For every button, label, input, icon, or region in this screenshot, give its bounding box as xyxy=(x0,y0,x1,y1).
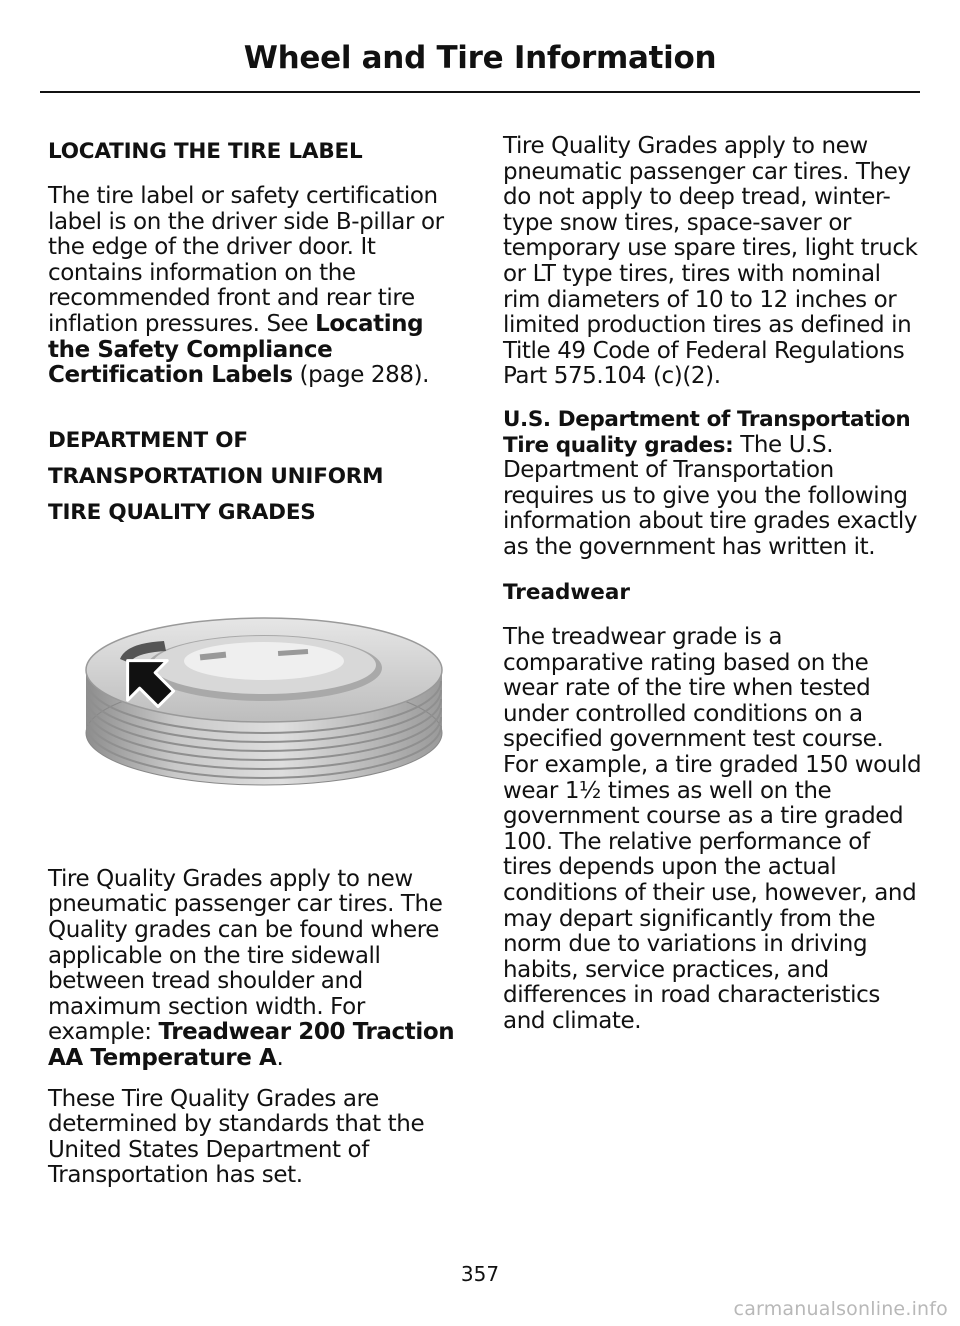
applicability-paragraph: Tire Quality Grades apply to new pneumatic passenger car tires. They do not apply to deep tread, winter-type snow tires, space-saver or temporary use spare tires, light truck or LT type tires, tires with nominal rim diameters of 10 to 12 inches or limited production tires as defined in Title 49 Code of Federal Regulations Part 575.104 (c)(2). xyxy=(503,133,918,390)
treadwear-paragraph: The treadwear grade is a comparative rating based on the wear rate of the tire when tested under controlled conditions on a specified government test course. For example, a tire graded 150 would wear 1½ times as well on the government course as a tire graded 100. The relative performance of tires depends upon the actual conditions of their use, however, and may depart significantly from the norm due to variations in driving habits, service practices, and differences in road characteristics and climate. xyxy=(503,624,922,1034)
header-divider xyxy=(40,91,920,93)
safety-labels-cross-reference[interactable]: Locating the Safety Compliance Certification Labels xyxy=(48,310,424,389)
tire-sidewall-illustration xyxy=(82,615,446,795)
dot-grades-text: The U.S. Department of Transportation requires us to give you the following information about tire grades exactly as the government has written it. xyxy=(503,431,918,560)
dot-grades-paragraph xyxy=(503,407,923,561)
heading-line: TIRE QUALITY GRADES xyxy=(48,499,316,525)
grades-location-text: Tire Quality Grades apply to new pneumatic passenger car tires. The Quality grades can be found where applicable on the tire sidewall between tread shoulder and maximum section width. For example: xyxy=(48,865,443,1046)
right-column xyxy=(503,134,923,1035)
heading-line: TRANSPORTATION UNIFORM xyxy=(48,463,384,489)
tire-label-text: The tire label or safety certification label is on the driver side B-pillar or the edge of the driver door. It contains information on the recommended front and rear tire inflation pressures. See xyxy=(48,183,444,337)
tire-icon xyxy=(86,618,442,785)
page-number: 357 xyxy=(460,1262,500,1286)
left-column xyxy=(48,134,464,1189)
page-reference-text: (page 288). xyxy=(292,362,430,389)
dot-grades-heading: U.S. Department of Transportation Tire quality grades: xyxy=(503,406,911,458)
page-title: Wheel and Tire Information xyxy=(243,40,717,76)
treadwear-heading: Treadwear xyxy=(503,579,630,605)
grades-example-end: . xyxy=(276,1044,284,1071)
standards-paragraph: These Tire Quality Grades are determined by standards that the United States Department of Transportation has set. xyxy=(48,1085,425,1189)
section-heading-uniform-tire-quality-grades xyxy=(48,423,464,531)
tire-quality-grades-paragraph xyxy=(48,867,464,1072)
tire-label-paragraph xyxy=(48,184,464,389)
heading-line: DEPARTMENT OF xyxy=(48,427,248,453)
grade-example: Treadwear 200 Traction AA Temperature A xyxy=(48,1019,455,1071)
section-heading-locating-tire-label: LOCATING THE TIRE LABEL xyxy=(48,139,363,164)
watermark: carmanualsonline.info xyxy=(733,1298,948,1320)
